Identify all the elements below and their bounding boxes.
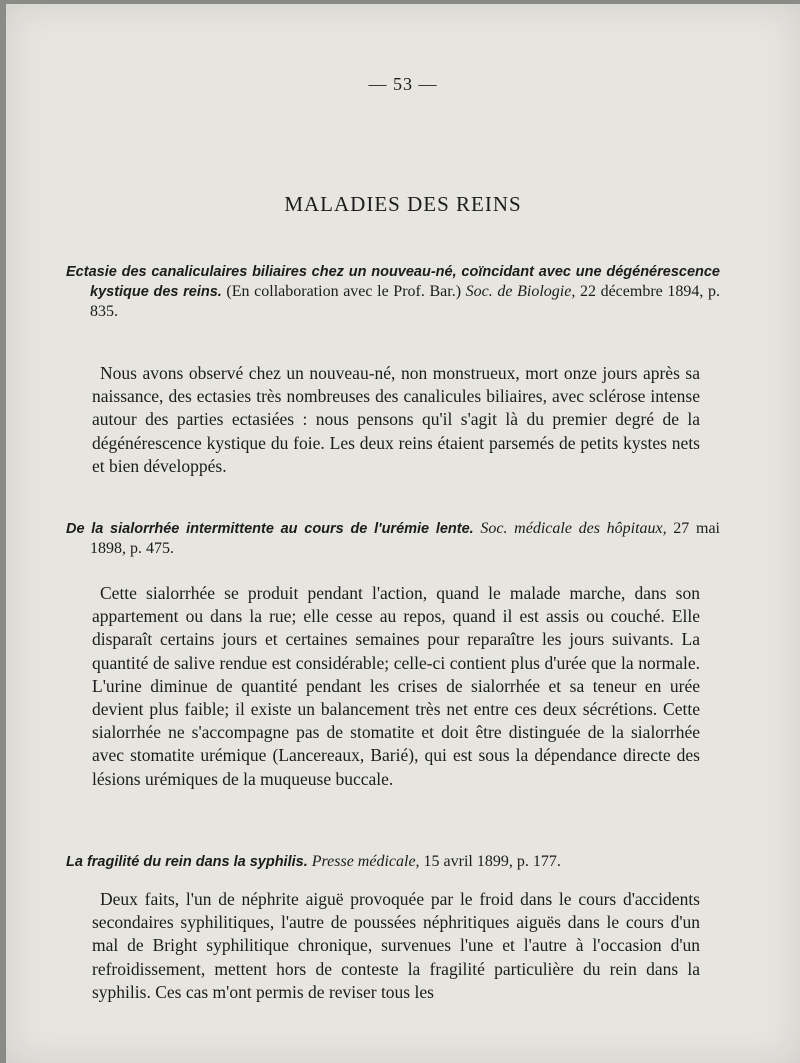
document-page — [6, 4, 800, 1063]
reference-entry-3 — [66, 852, 720, 872]
body-paragraph-3: Deux faits, l'un de néphrite aiguë provoquée par le froid dans le cours d'accidents secondaires syphilitiques, l'autre de poussées néphritiques aiguës dans le cours d'un mal de Bright syphilitique chronique, survenues l'une et l'autre à l'occasion d'un refroidissement, mettent hors de conteste la fragilité particulière du rein dans la syphilis. Ces cas m'ont permis de reviser tous les — [92, 889, 700, 1002]
reference-title: De la sialorrhée intermittente au cours de l'urémie lente. — [66, 521, 474, 537]
reference-title: Ectasie des canaliculaires biliaires chez un nouveau-né, coïncidant avec une dégénérescence kystique des reins. — [66, 264, 720, 300]
reference-date: 22 décembre 1894, p. 835. — [90, 283, 721, 320]
reference-entry-2 — [66, 519, 720, 559]
page-number: — 53 — — [368, 74, 438, 94]
body-paragraph-2: Cette sialorrhée se produit pendant l'action, quand le malade marche, dans son appartement ou dans la rue; elle cesse au repos, quand il est assis ou couché. Elle disparaît certains jours et certaines semaines pour reparaître les jours suivants. La quantité de salive rendue est considérable; celle-ci contient plus d'urée que la normale. L'urine diminue de quantité pendant les crises de sialorrhée et sa teneur en urée devient plus faible; il existe un balancement très net entre ces deux sécrétions. Cette sialorrhée ne s'accompagne pas de stomatite et doit être distinguée de la sialorrhée avec stomatite urémique (Lancereaux, Barié), qui est sous la dépendance directe des lésions urémiques de la muqueuse buccale. — [92, 583, 700, 789]
reference-note: (En collaboration avec le Prof. Bar.) — [221, 283, 466, 300]
reference-source: Soc. médicale des hôpitaux, — [480, 520, 667, 537]
reference-entry-1 — [66, 262, 720, 322]
reference-date: 15 avril 1899, p. 177. — [419, 853, 561, 870]
section-title: MALADIES DES REINS — [284, 192, 522, 216]
body-paragraph-1: Nous avons observé chez un nouveau-né, non monstrueux, mort onze jours après sa naissance, des ectasies très nombreuses des canalicules biliaires, avec sclérose intense autour des parties ectasiées : nous pensons qu'il s'agit là du premier degré de la dégénérescence kystique du foie. Les deux reins étaient parsemés de petits kystes nets et bien développés. — [92, 363, 700, 476]
reference-title: La fragilité du rein dans la syphilis. — [66, 854, 308, 870]
reference-date: 27 mai 1898, p. 475. — [90, 520, 720, 557]
reference-source: Soc. de Biologie, — [465, 283, 576, 300]
reference-source: Presse médicale, — [311, 853, 420, 870]
